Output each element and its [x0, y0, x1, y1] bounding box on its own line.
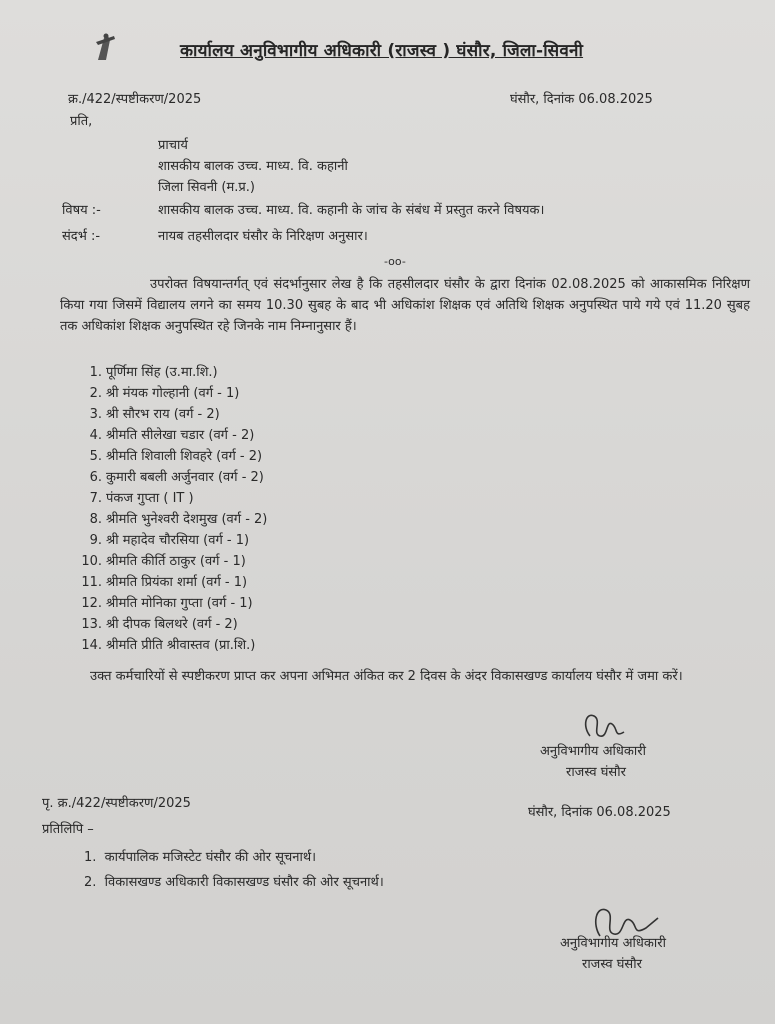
signature-2-office: राजस्व घंसौर	[582, 957, 642, 972]
to-line-1: प्राचार्य	[158, 138, 188, 153]
signature-1-office: राजस्व घंसौर	[566, 765, 626, 780]
to-line-2: शासकीय बालक उच्च. माध्य. वि. कहानी	[158, 159, 348, 174]
endorsement-date: घंसौर, दिनांक 06.08.2025	[528, 805, 671, 820]
separator: -oo-	[384, 255, 406, 268]
list-item: 9. श्री महादेव चौरसिया (वर्ग - 1)	[89, 533, 250, 548]
list-item: 7. पंकज गुप्ता ( IT )	[89, 491, 194, 506]
signature-1-title: अनुविभागीय अधिकारी	[540, 744, 646, 759]
signature-scribble-1	[572, 706, 642, 746]
list-item: 5. श्रीमति शिवाली शिवहरे (वर्ग - 2)	[89, 449, 263, 464]
subject-text: शासकीय बालक उच्च. माध्य. वि. कहानी के जांच के संबंध में प्रस्तुत करने विषयक।	[158, 203, 545, 218]
list-item: 11. श्रीमति प्रियंका शर्मा (वर्ग - 1)	[81, 575, 248, 590]
list-item: 1. पूर्णिमा सिंह (उ.मा.शि.)	[89, 365, 218, 380]
reference-text: नायब तहसीलदार घंसौर के निरिक्षण अनुसार।	[158, 229, 368, 244]
list-item: 3. श्री सौरभ राय (वर्ग - 2)	[89, 407, 220, 422]
to-line-3: जिला सिवनी (म.प्र.)	[158, 180, 256, 195]
copy-label: प्रतिलिपि –	[42, 822, 94, 837]
staff-list	[80, 362, 267, 656]
closing-paragraph: उक्त कर्मचारियों से स्पष्टीकरण प्राप्त कर अपना अभिमत अंकित कर 2 दिवस के अंदर विकासखण्ड कार्यालय घंसौर में जमा करें।	[90, 669, 683, 684]
list-item: 2. श्री मंयक गोल्हानी (वर्ग - 1)	[89, 386, 240, 401]
list-item: 10. श्रीमति कीर्ति ठाकुर (वर्ग - 1)	[81, 554, 246, 569]
office-title: कार्यालय अनुविभागीय अधिकारी (राजस्व ) घंसौर, जिला-सिवनी	[180, 41, 584, 61]
reference-date: घंसौर, दिनांक 06.08.2025	[510, 92, 653, 107]
endorsement-number: पृ. क्र./422/स्पष्टीकरण/2025	[42, 796, 191, 811]
list-item: 4. श्रीमति सीलेखा चडार (वर्ग - 2)	[89, 428, 255, 443]
list-item: 6. कुमारी बबली अर्जुनवार (वर्ग - 2)	[89, 470, 264, 485]
to-label: प्रति,	[70, 114, 93, 129]
subject-label: विषय :-	[62, 203, 101, 218]
list-item: 12. श्रीमति मोनिका गुप्ता (वर्ग - 1)	[81, 596, 253, 611]
body-paragraph: उपरोक्त विषयान्तर्गत् एवं संदर्भानुसार लेख है कि तहसीलदार घंसौर के द्वारा दिनांक 02.08.2025 को आकासमिक निरिक्षण किया गया जिसमें विद्यालय लगने का समय 10.30 सुबह के बाद भी अधिकांश शिक्षक एवं अतिथि शिक्षक अनुपस्थित पाये गये एवं 11.20 सुबह तक अधिकांश शिक्षक अनुपस्थित रहे जिनके नाम निम्नानुसार हैं।	[60, 277, 750, 334]
reference-label: संदर्भ :-	[62, 229, 101, 244]
signature-2-title: अनुविभागीय अधिकारी	[560, 936, 666, 951]
copy-item-1: 1. कार्यपालिक मजिस्टेट घंसौर की ओर सूचनार्थ।	[84, 850, 317, 865]
copy-item-2: 2. विकासखण्ड अधिकारी विकासखण्ड घंसौर की ओर सूचनार्थ।	[84, 875, 384, 890]
list-item: 13. श्री दीपक बिलथरे (वर्ग - 2)	[81, 617, 238, 632]
reference-number: क्र./422/स्पष्टीकरण/2025	[68, 92, 202, 107]
list-item: 8. श्रीमति भुनेश्वरी देशमुख (वर्ग - 2)	[89, 512, 268, 527]
emblem-icon	[90, 30, 120, 66]
list-item: 14. श्रीमति प्रीति श्रीवास्तव (प्रा.शि.)	[81, 638, 256, 653]
